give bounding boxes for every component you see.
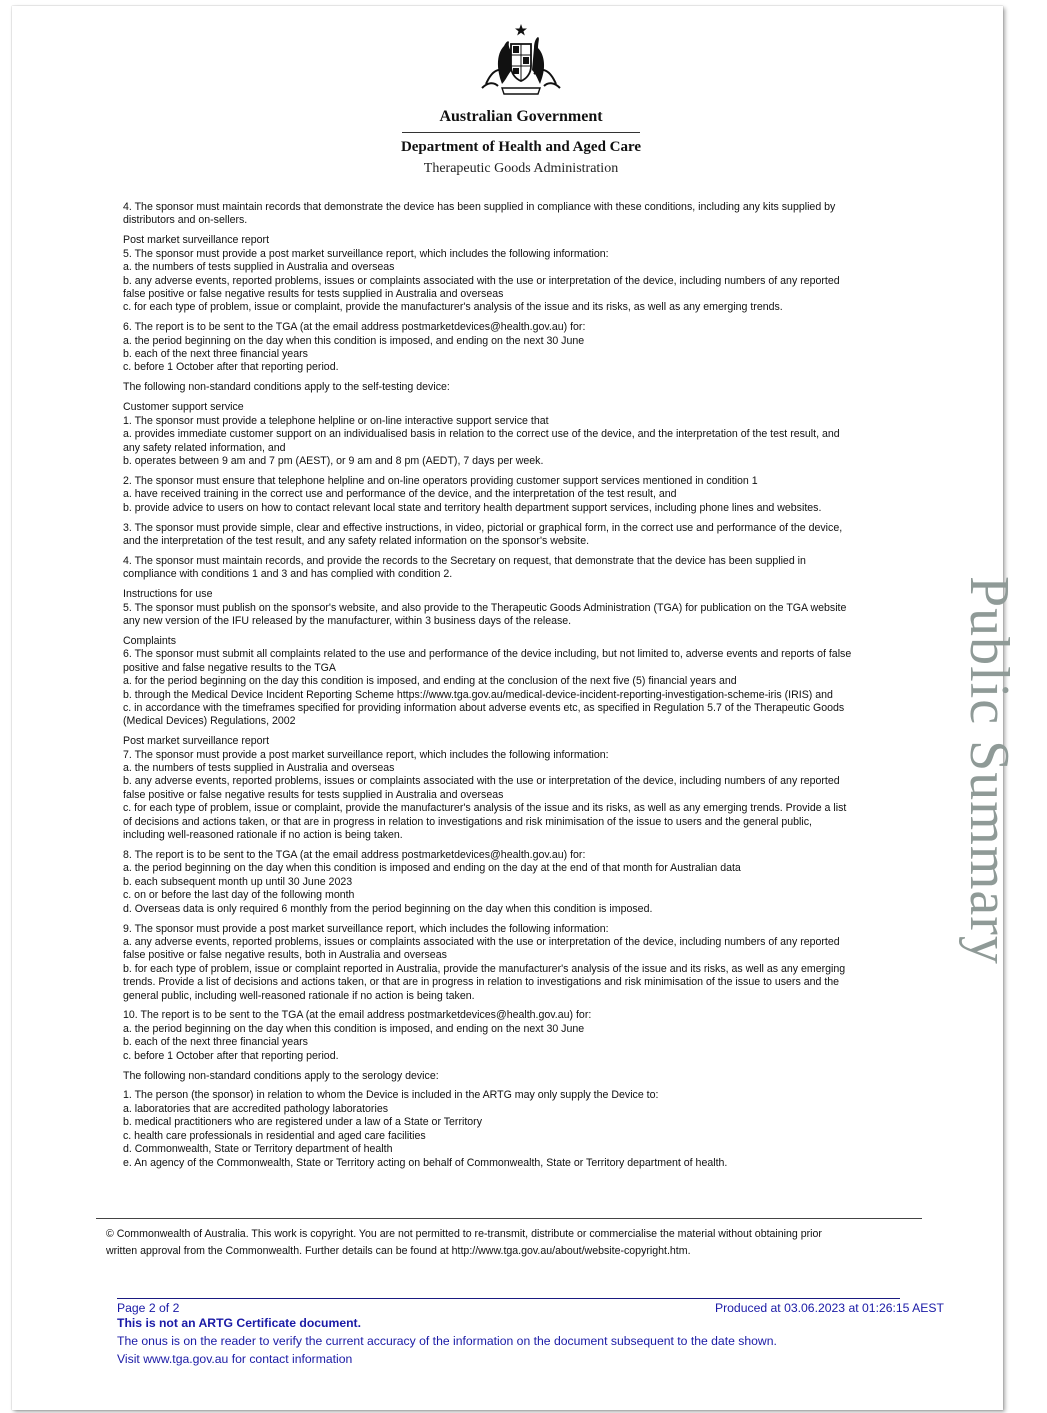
section-intro: The following non-standard conditions apply to the self-testing device: [123,381,450,394]
coat-of-arms-icon [478,22,564,106]
condition-paragraph: 4. The sponsor must maintain records, and provide the records to the Secretary on request, that demonstrate that the device has been supplied in compliance with conditions 1 and 3 and has complied with condition 2. [123,554,806,581]
condition-paragraph: 9. The sponsor must provide a post market surveillance report, which includes the following information: a. any adverse events, reported problems, issues or complaints associated with the use or interpretation of the device, including numbers of any reported false positive or false negative results, both in Australia and overseas b. for each type of problem, issue or complaint reported in Australia, provide the manufacturer's analysis of the issue and its risks, as well as any emerging trends. Provide a list of decisions and actions taken, or that are in progress in relation to investigations and risk minimisation of the issue to users and the general public, including well-reasoned rationale if no action is being taken. [123,922,846,1002]
condition-paragraph: Post market surveillance report 5. The sponsor must provide a post market surveillance report, which includes the following information: a. the numbers of tests supplied in Australia and overseas b. any adverse events, reported problems, issues or complaints associated with the use or interpretation of the device, including numbers of any reported false positive or false negative results for tests supplied in Australia and overseas c. for each type of problem, issue or complaint, provide the manufacturer's analysis of the issue and its risks, as well as any emerging trends. [123,234,840,314]
condition-paragraph: 10. The report is to be sent to the TGA (at the email address postmarketdevices@health.gov.au) for: a. the period beginning on the day when this condition is imposed, and ending on the next 30 June b. each of the next three financial years c. before 1 October after that reporting period. [123,1009,592,1062]
condition-paragraph: 4. The sponsor must maintain records that demonstrate the device has been supplied in compliance with these conditions, including any kits supplied by distributors and on-sellers. [123,201,836,227]
department-name: Department of Health and Aged Care [400,139,642,155]
agency-name: Therapeutic Goods Administration [423,161,619,176]
footer-divider [96,1218,922,1219]
produced-timestamp: Produced at 03.06.2023 at 01:26:15 AEST [714,1301,944,1315]
condition-paragraph: 1. The person (the sponsor) in relation to whom the Device is included in the ARTG may only supply the Device to: a. laboratories that are accredited pathology laboratories b. medical practitioners who are registered under a law of a State or Territory c. health care professionals in residential and aged care facilities d. Commonwealth, State or Territory department of health e. An agency of the Commonwealth, State or Territory acting on behalf of Commonwealth, State or Territory department of health. [123,1089,728,1169]
onus-notice: The onus is on the reader to verify the current accuracy of the information on the document subsequent to the date shown. [117,1334,777,1348]
government-title: Australian Government [439,108,603,125]
public-summary-watermark: Public Summary [958,576,1020,965]
copyright-notice: © Commonwealth of Australia. This work is copyright. You are not permitted to re-transmit, distribute or commercialise the material without obtaining prior written approval from the Commonwealth. Further details can be found at http://www.tga.gov.au/about/website-copyright.htm. [106,1228,822,1257]
condition-paragraph: 6. The report is to be sent to the TGA (at the email address postmarketdevices@health.gov.au) for: a. the period beginning on the day when this condition is imposed, and ending on the next 30 June b. each of the next three financial years c. before 1 October after that reporting period. [123,321,586,374]
contact-info: Visit www.tga.gov.au for contact information [117,1352,353,1366]
condition-paragraph: Complaints 6. The sponsor must submit all complaints related to the use and performance of the device including, but not limited to, adverse events and reports of false positive and false negative results to the TGA a. for the period beginning on the day this condition is imposed, and ending at the conclusion of the next five (5) financial years and b. through the Medical Device Incident Reporting Scheme https://www.tga.gov.au/medical-device-incident-reporting-investigation-scheme-iris (IRIS) and c. in accordance with the timeframes specified for providing information about adverse events etc, as specified in Regulation 5.7 of the Therapeutic Goods (Medical Devices) Regulations, 2002 [123,634,852,728]
page-number: Page 2 of 2 [117,1301,180,1315]
condition-paragraph: Customer support service 1. The sponsor must provide a telephone helpline or on-line interactive support service that a. provides immediate customer support on an individualised basis in relation to the correct use of the device, and the interpretation of the test result, and any safety related information, and b. operates between 9 am and 7 pm (AEST), or 9 am and 8 pm (AEDT), 7 days per week. [123,401,840,467]
condition-paragraph: Post market surveillance report 7. The sponsor must provide a post market surveillance report, which includes the following information: a. the numbers of tests supplied in Australia and overseas b. any adverse events, reported problems, issues or complaints associated with the use or interpretation of the device, including numbers of any reported false positive or false negative results for tests supplied in Australia and overseas c. for each type of problem, issue or complaint, provide the manufacturer's analysis of the issue and its risks, as well as any emerging trends. Provide a list of decisions and actions taken, or that are in progress in relation to investigations and risk minimisation of the issue to users and the general public, including well-reasoned rationale if no action is being taken. [123,735,847,842]
artg-notice: This is not an ARTG Certificate document. [117,1316,361,1330]
condition-paragraph: 8. The report is to be sent to the TGA (at the email address postmarketdevices@health.gov.au) for: a. the period beginning on the day when this condition is imposed and ending on the day at the end of that month for Australian data b. each subsequent month up until 30 June 2023 c. on or before the last day of the following month d. Overseas data is only required 6 monthly from the period beginning on the day when this condition is imposed. [123,848,741,915]
header-divider [402,132,640,133]
document-page [12,6,1020,1410]
section-intro: The following non-standard conditions apply to the serology device: [123,1069,439,1082]
condition-paragraph: 2. The sponsor must ensure that telephone helpline and on-line operators providing customer support services mentioned in condition 1 a. have received training in the correct use and performance of the device, and the interpretation of the test result, and b. provide advice to users on how to contact relevant local state and territory health department support services, including phone lines and websites. [123,474,822,514]
meta-divider [117,1298,900,1299]
condition-paragraph: Instructions for use 5. The sponsor must publish on the sponsor's website, and also provide to the Therapeutic Goods Administration (TGA) for publication on the TGA website any new version of the IFU released by the manufacturer, within 3 business days of the release. [123,588,847,627]
condition-paragraph: 3. The sponsor must provide simple, clear and effective instructions, in video, pictorial or graphical form, in the correct use and performance of the device, and the interpretation of the test result, and any safety related information on the sponsor's website. [123,521,843,547]
conditions-body [123,201,928,1176]
